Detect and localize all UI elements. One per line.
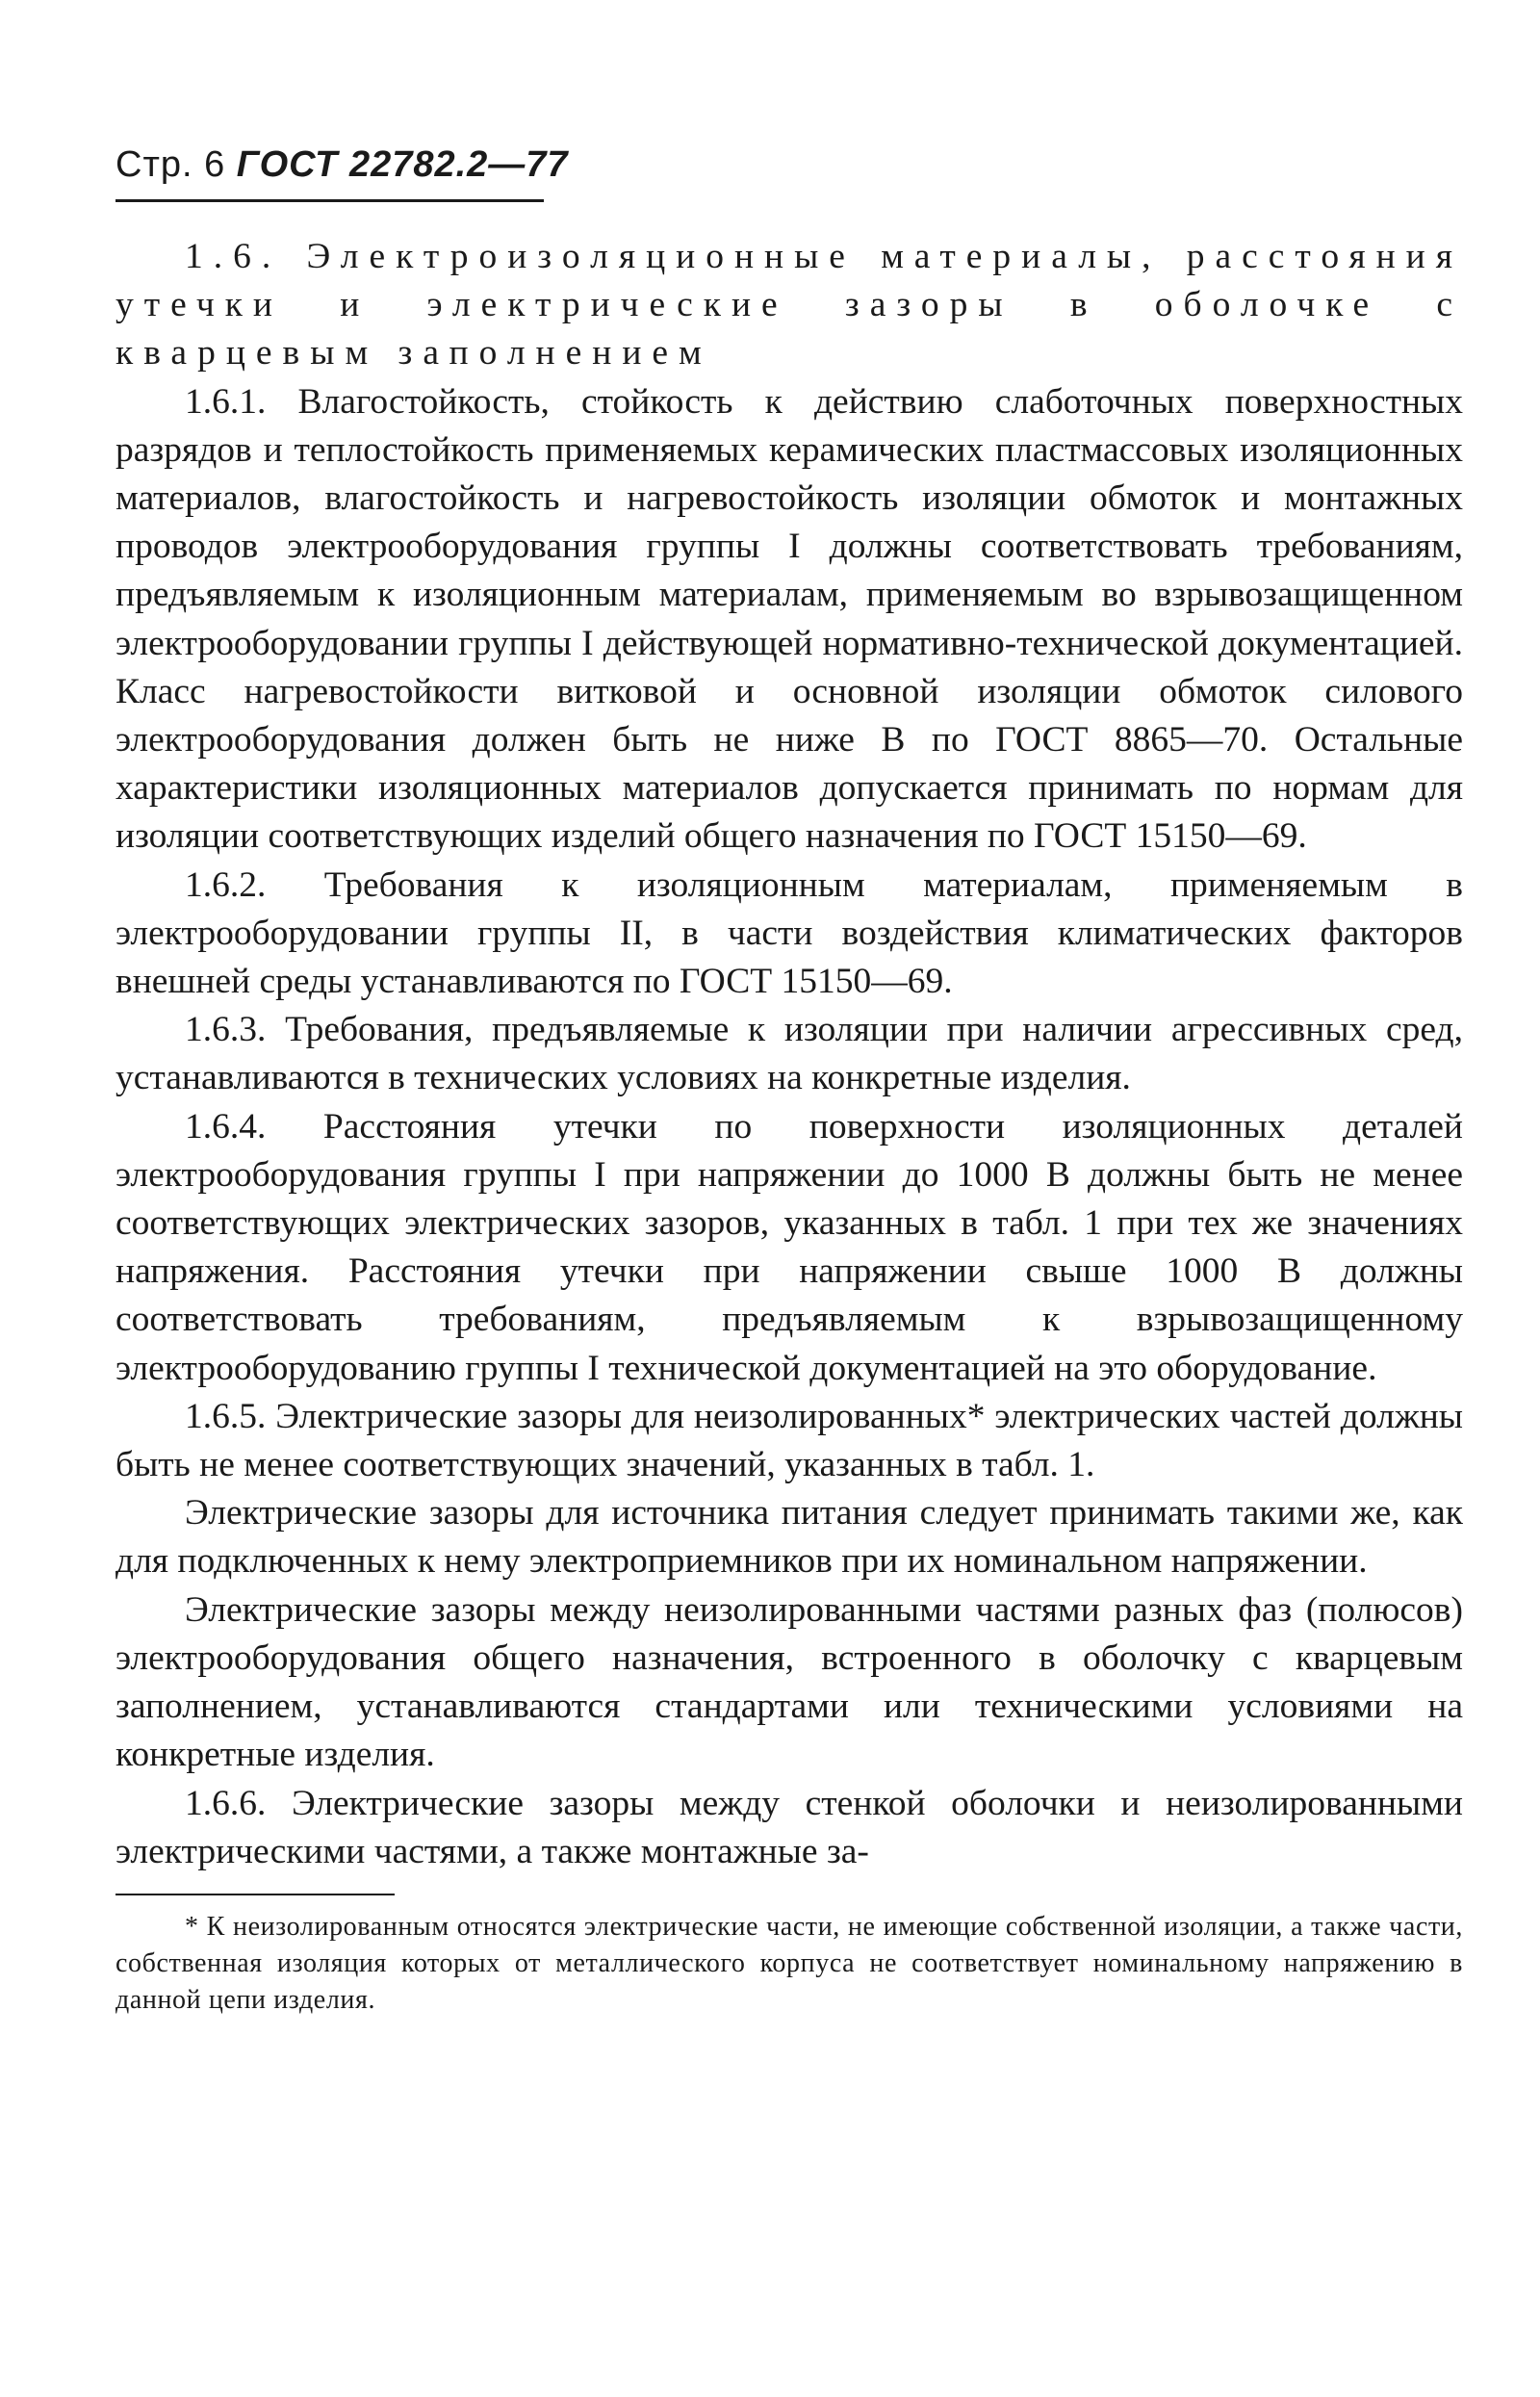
footnote-divider xyxy=(116,1894,395,1895)
paragraph-1-6-1: 1.6.1. Влагостойкость, стойкость к действию слаботочных поверхностных разрядов и теплостойкость применяемых керамических пластмассовых изоляционных материалов, влагостойкость и нагревостойкость изоляции обмоток и монтажных проводов электрооборудования группы I должны соответствовать требованиям, предъявляемым к изоляционным материалам, применяемым во взрывозащищенном электрооборудовании группы I действующей нормативно-технической документацией. Класс нагревостойкости витковой и основной изоляции обмоток силового электрооборудования должен быть не ниже В по ГОСТ 8865—70. Остальные характеристики изоляционных материалов допускается принимать по нормам для изоляции соответствующих изделий общего назначения по ГОСТ 15150—69. xyxy=(116,381,1463,857)
paragraph-1-6-4: 1.6.4. Расстояния утечки по поверхности изоляционных деталей электрооборудования группы I при напряжении до 1000 В должны быть не менее соответствующих электрических зазоров, указанных в табл. 1 при тех же значениях напряжения. Расстояния утечки при напряжении свыше 1000 В должны соответствовать требованиям, предъявляемым к взрывозащищенному электрооборудованию группы I технической документацией на это оборудование. xyxy=(116,1106,1463,1388)
page-number: Стр. 6 xyxy=(116,144,226,185)
body-text xyxy=(116,233,1463,1876)
paragraph-1-6-5-power-source: Электрические зазоры для источника питания следует принимать такими же, как для подключенных к нему электроприемников при их номинальном напряжении. xyxy=(116,1493,1463,1582)
running-header xyxy=(116,144,569,202)
paragraph-1-6-2: 1.6.2. Требования к изоляционным материалам, применяемым в электрооборудовании группы II, в части воздействия климатических факторов внешней среды устанавливаются по ГОСТ 15150—69. xyxy=(116,864,1463,1002)
paragraph-1-6-5: 1.6.5. Электрические зазоры для неизолированных* электрических частей должны быть не менее соответствующих значений, указанных в табл. 1. xyxy=(116,1396,1463,1485)
paragraph-1-6-3: 1.6.3. Требования, предъявляемые к изоляции при наличии агрессивных сред, устанавливаются в технических условиях на конкретные изделия. xyxy=(116,1010,1463,1098)
section-heading-1-6: 1.6. Электроизоляционные материалы, расстояния утечки и электрические зазоры в оболочке с кварцевым заполнением xyxy=(116,237,1463,374)
standard-number: ГОСТ 22782.2—77 xyxy=(236,144,569,185)
footnote: * К неизолированным относятся электрические части, не имеющие собственной изоляции, а также части, собственная изоляция которых от металлического корпуса не соответствует номинальному напряжению в данной цепи изделия. xyxy=(116,1911,1463,2015)
paragraph-1-6-5-phases: Электрические зазоры между неизолированными частями разных фаз (полюсов) электрооборудования общего назначения, встроенного в оболочку с кварцевым заполнением, устанавливаются стандартами или техническими условиями на конкретные изделия. xyxy=(116,1589,1463,1775)
document-page xyxy=(116,144,1463,2046)
paragraph-1-6-6: 1.6.6. Электрические зазоры между стенкой оболочки и неизолированными электрическими частями, а также монтажные за- xyxy=(116,1783,1463,1871)
